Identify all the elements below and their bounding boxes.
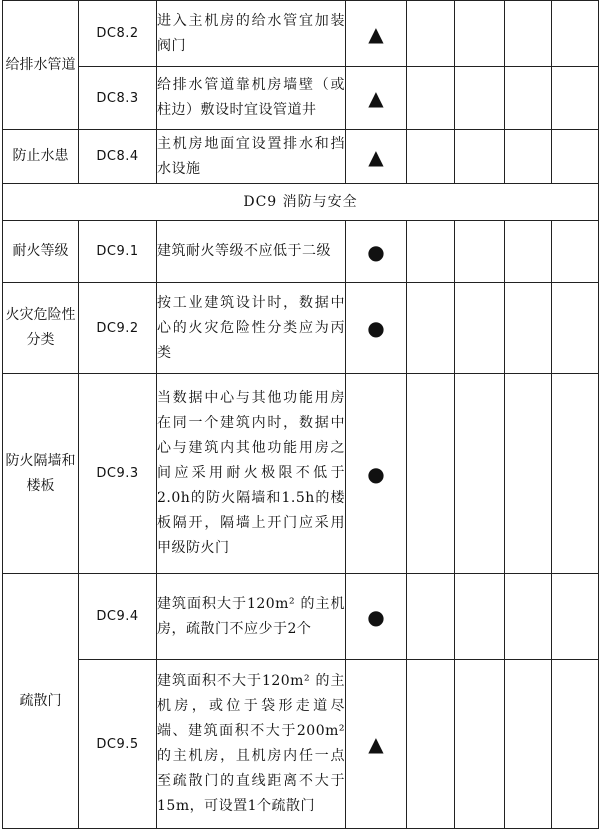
triangle-mark-icon: ▲ xyxy=(346,130,407,184)
blank-cell xyxy=(455,374,505,574)
section-row xyxy=(3,184,599,221)
blank-cell xyxy=(505,130,552,184)
blank-cell xyxy=(455,130,505,184)
specification-table xyxy=(2,0,599,829)
blank-cell xyxy=(407,283,455,374)
code-cell: DC8.3 xyxy=(79,67,157,130)
blank-cell xyxy=(407,221,455,283)
blank-cell xyxy=(455,221,505,283)
requirement-cell: 建筑面积不大于120m² 的主机房，或位于袋形走道尽端、建筑面积不大于200m² 的主机房，且机房内任一点至疏散门的直线距离不大于15m，可设置1个疏散门 xyxy=(157,660,346,829)
blank-cell xyxy=(552,574,599,660)
dot-mark-icon: ● xyxy=(346,574,407,660)
category-cell: 防火隔墙和楼板 xyxy=(3,374,79,574)
blank-cell xyxy=(505,374,552,574)
blank-cell xyxy=(407,67,455,130)
dot-mark-icon: ● xyxy=(346,374,407,574)
table-row xyxy=(3,130,599,184)
category-cell: 疏散门 xyxy=(3,574,79,829)
code-cell: DC9.1 xyxy=(79,221,157,283)
category-cell: 耐火等级 xyxy=(3,221,79,283)
blank-cell xyxy=(455,660,505,829)
blank-cell xyxy=(505,660,552,829)
table-row xyxy=(3,660,599,829)
code-cell: DC9.3 xyxy=(79,374,157,574)
triangle-mark-icon: ▲ xyxy=(346,67,407,130)
blank-cell xyxy=(407,374,455,574)
requirement-cell: 当数据中心与其他功能用房在同一个建筑内时，数据中心与建筑内其他功能用房之间应采用耐火极限不低于2.0h的防火隔墙和1.5h的楼板隔开，隔墙上开门应采用甲级防火门 xyxy=(157,374,346,574)
triangle-mark-icon: ▲ xyxy=(346,660,407,829)
table-row xyxy=(3,374,599,574)
blank-cell xyxy=(505,574,552,660)
requirement-cell: 进入主机房的给水管宜加装阀门 xyxy=(157,1,346,67)
dot-mark-icon: ● xyxy=(346,221,407,283)
triangle-mark-icon: ▲ xyxy=(346,1,407,67)
blank-cell xyxy=(407,574,455,660)
blank-cell xyxy=(505,221,552,283)
category-cell: 给排水管道 xyxy=(3,1,79,130)
category-cell: 防止水患 xyxy=(3,130,79,184)
table-row xyxy=(3,574,599,660)
blank-cell xyxy=(505,67,552,130)
code-cell: DC8.4 xyxy=(79,130,157,184)
blank-cell xyxy=(552,283,599,374)
blank-cell xyxy=(455,283,505,374)
blank-cell xyxy=(455,574,505,660)
blank-cell xyxy=(455,1,505,67)
section-title: DC9 消防与安全 xyxy=(3,184,599,221)
requirement-cell: 给排水管道靠机房墙壁（或柱边）敷设时宜设管道井 xyxy=(157,67,346,130)
code-cell: DC9.2 xyxy=(79,283,157,374)
requirement-cell: 建筑面积大于120m² 的主机房，疏散门不应少于2个 xyxy=(157,574,346,660)
blank-cell xyxy=(407,660,455,829)
blank-cell xyxy=(552,130,599,184)
requirement-cell: 建筑耐火等级不应低于二级 xyxy=(157,221,346,283)
table-row xyxy=(3,67,599,130)
blank-cell xyxy=(407,1,455,67)
dot-mark-icon: ● xyxy=(346,283,407,374)
blank-cell xyxy=(505,1,552,67)
table-row xyxy=(3,283,599,374)
requirement-cell: 主机房地面宜设置排水和挡水设施 xyxy=(157,130,346,184)
category-cell: 火灾危险性分类 xyxy=(3,283,79,374)
blank-cell xyxy=(407,130,455,184)
code-cell: DC9.5 xyxy=(79,660,157,829)
blank-cell xyxy=(552,1,599,67)
blank-cell xyxy=(552,660,599,829)
requirement-cell: 按工业建筑设计时，数据中心的火灾危险性分类应为丙类 xyxy=(157,283,346,374)
table-row xyxy=(3,221,599,283)
blank-cell xyxy=(455,67,505,130)
code-cell: DC9.4 xyxy=(79,574,157,660)
blank-cell xyxy=(552,374,599,574)
blank-cell xyxy=(552,67,599,130)
blank-cell xyxy=(552,221,599,283)
table-row xyxy=(3,1,599,67)
blank-cell xyxy=(505,283,552,374)
code-cell: DC8.2 xyxy=(79,1,157,67)
